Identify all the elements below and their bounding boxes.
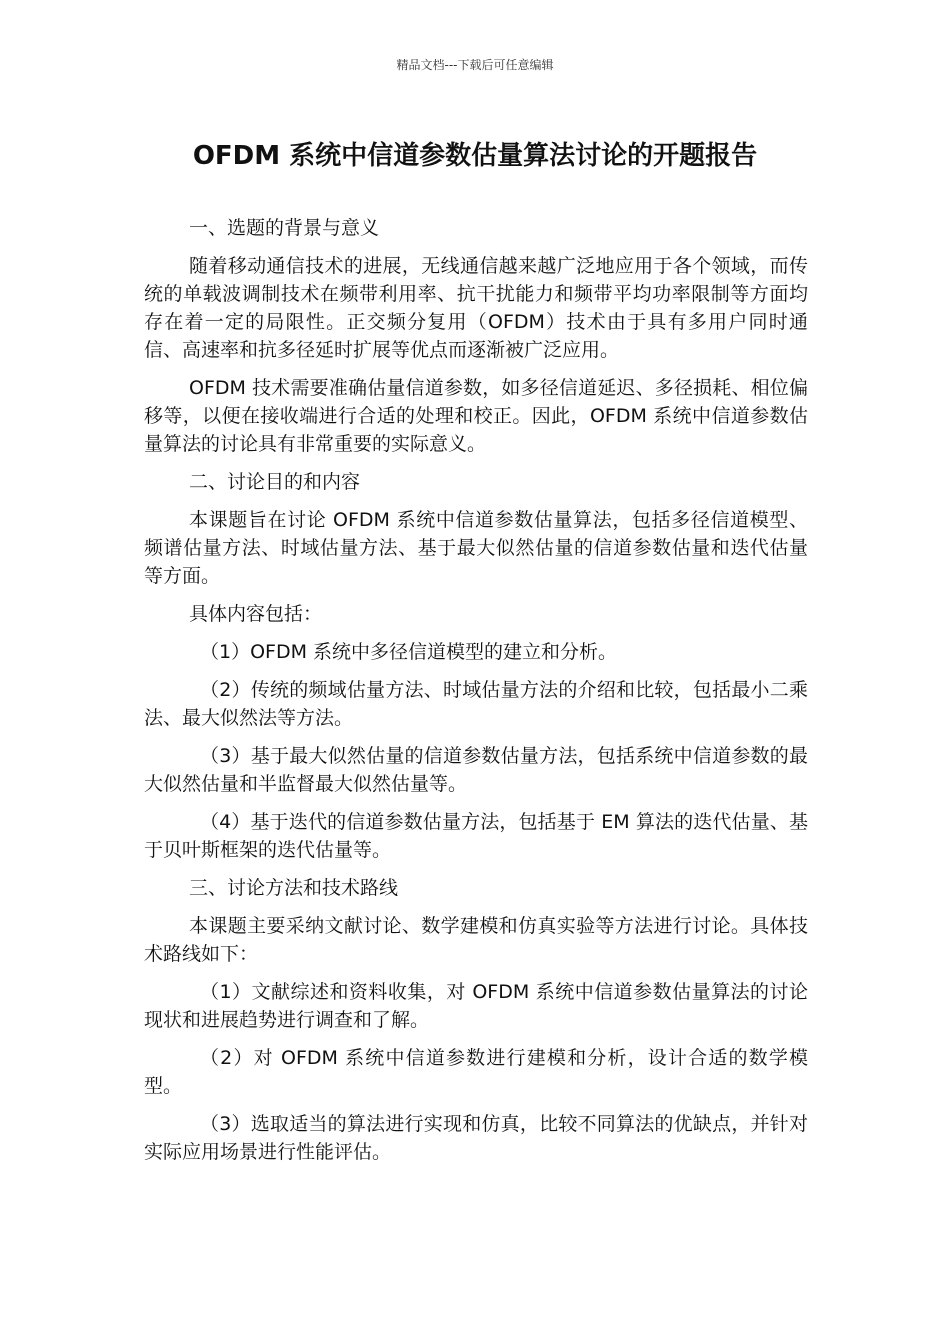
section-heading-methods: 三、讨论方法和技术路线 <box>189 877 399 899</box>
list-item: （4）基于迭代的信道参数估量方法，包括基于 EM 算法的迭代估量、基于贝叶斯框架的迭代估量等。 <box>144 811 808 861</box>
section-heading-objectives: 二、讨论目的和内容 <box>189 471 361 493</box>
paragraph: 本课题主要采纳文献讨论、数学建模和仿真实验等方法进行讨论。具体技术路线如下： <box>144 915 808 965</box>
document-body <box>144 214 808 1176</box>
header-note: 精品文档---下载后可任意编辑 <box>396 58 554 72</box>
list-item: （3）基于最大似然估量的信道参数估量方法，包括系统中信道参数的最大似然估量和半监督最大似然估量等。 <box>144 745 808 795</box>
list-item: （1）文献综述和资料收集，对 OFDM 系统中信道参数估量算法的讨论现状和进展趋势进行调查和了解。 <box>144 981 808 1031</box>
document-title: OFDM 系统中信道参数估量算法讨论的开题报告 <box>192 141 758 171</box>
paragraph: 具体内容包括： <box>189 603 323 625</box>
list-item: （3）选取适当的算法进行实现和仿真，比较不同算法的优缺点，并针对实际应用场景进行性能评估。 <box>144 1113 808 1163</box>
section-heading-background: 一、选题的背景与意义 <box>189 217 380 239</box>
list-item: （2）传统的频域估量方法、时域估量方法的介绍和比较，包括最小二乘法、最大似然法等方法。 <box>144 679 808 729</box>
paragraph: OFDM 技术需要准确估量信道参数，如多径信道延迟、多径损耗、相位偏移等，以便在接收端进行合适的处理和校正。因此，OFDM 系统中信道参数估量算法的讨论具有非常重要的实际意义。 <box>144 377 808 455</box>
paragraph: 随着移动通信技术的进展，无线通信越来越广泛地应用于各个领域，而传统的单载波调制技术在频带利用率、抗干扰能力和频带平均功率限制等方面均存在着一定的局限性。正交频分复用（OFDM）技术由于具有多用户同时通信、高速率和抗多径延时扩展等优点而逐渐被广泛应用。 <box>144 255 808 361</box>
paragraph: 本课题旨在讨论 OFDM 系统中信道参数估量算法，包括多径信道模型、频谱估量方法、时域估量方法、基于最大似然估量的信道参数估量和迭代估量等方面。 <box>144 509 808 587</box>
list-item: （2）对 OFDM 系统中信道参数进行建模和分析，设计合适的数学模型。 <box>144 1047 808 1097</box>
list-item: （1）OFDM 系统中多径信道模型的建立和分析。 <box>200 641 618 663</box>
